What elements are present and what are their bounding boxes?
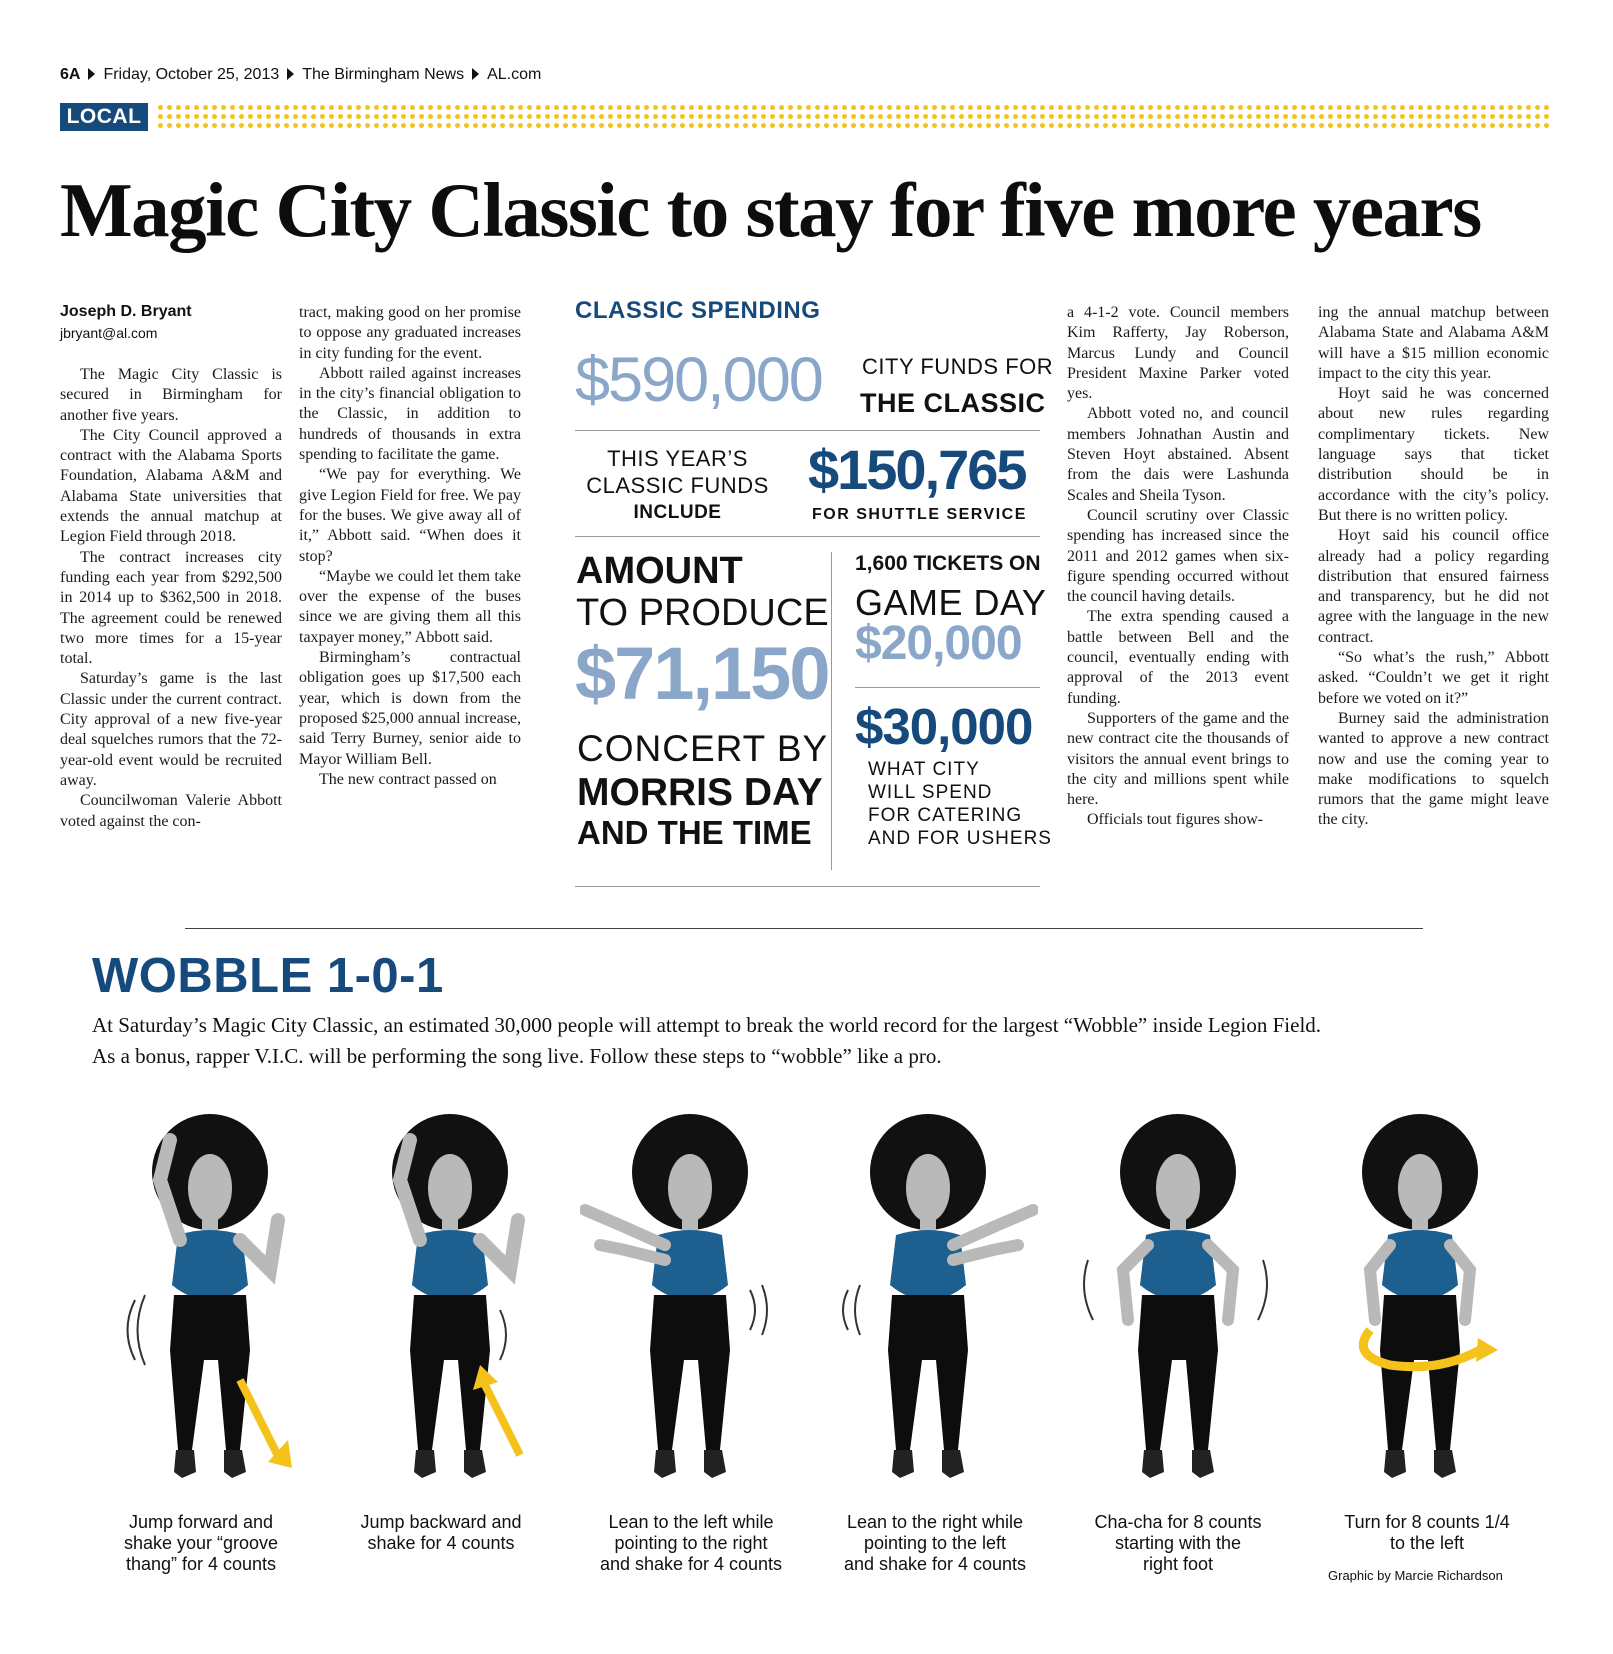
paragraph: ing the annual matchup between Alabama State and Alabama A&M will have a $15 million economic impact to the city this year. [1318,304,1549,382]
caption-line: shake for 4 counts [367,1533,515,1553]
step-caption-2 [326,1512,556,1554]
triangle-icon [472,68,479,80]
concert-label-1: CONCERT BY [577,728,829,769]
paragraph: Council scrutiny over Classic spending has increased since the 2011 and 2012 games when six-figure spending occurred without the council having details. [1067,506,1289,606]
caption-line: thang” for 4 counts [125,1554,277,1574]
step-caption-1 [86,1512,316,1575]
includes-label [575,445,780,526]
vertical-divider [831,552,832,870]
paragraph: Burney said the administration wanted to approve a new contract now and use the coming year to make modifications to squelch rumors that the game might leave the city. [1318,709,1549,829]
includes-line: INCLUDE [633,502,722,523]
dancer-figure-2 [340,1110,560,1490]
produce-label-1: AMOUNT [576,550,743,592]
step-caption-3 [576,1512,806,1575]
caption-line: shake your “groove [123,1533,279,1553]
divider [575,536,1040,537]
paragraph: Supporters of the game and the new contract cite the thousands of visitors the annual event brings to the city and millions spent while here. [1067,709,1289,809]
tickets-label-1: 1,600 TICKETS ON [855,552,1041,575]
catering-line: FOR CATERING [868,805,1023,826]
catering-line: AND FOR USHERS [868,828,1052,849]
paragraph: The Magic City Classic is secured in Birmingham for another five years. [60,366,282,424]
divider [575,886,1040,887]
paragraph: The contract increases city funding each year from $292,500 in 2014 up to $362,500 in 2018. The agreement could be renewed two more times for a 15-year total. [60,548,282,668]
article-column-2 [299,303,521,790]
caption-line: and shake for 4 counts [599,1554,783,1574]
triangle-icon [287,68,294,80]
caption-line: pointing to the right [614,1533,768,1553]
paragraph: The extra spending caused a battle between Bell and the council, eventually ending with approval of the 2013 event funding. [1067,608,1289,707]
paragraph: Birmingham’s contractual obligation goes up $17,500 each year, which is down from the proposed $25,000 annual increase, said Terry Burney, senior aide to Mayor William Bell. [299,649,521,768]
paragraph: Officials tout figures show- [1087,811,1264,829]
paragraph: Saturday’s game is the last Classic under the current contract. City approval of a new five-year deal squelches rumors that the 72-year-old event would be recruited away. [60,670,282,789]
paragraph: The City Council approved a contract with the Alabama Sports Foundation, Alabama A&M and Alabama State universities that extends the annual matchup at Legion Field through 2018. [60,426,282,546]
caption-line: Cha-cha for 8 counts [1094,1512,1262,1532]
box-title: CLASSIC SPENDING [575,297,821,324]
concert-label-2: MORRIS DAY [577,771,823,814]
catering-line: WHAT CITY [868,759,980,780]
dancer-figure-1 [100,1110,320,1490]
divider [575,430,1040,431]
graphic-credit: Graphic by Marcie Richardson [1328,1568,1503,1583]
caption-line: Jump backward and [360,1512,522,1532]
paper-name: The Birmingham News [302,66,465,83]
caption-line: pointing to the left [863,1533,1007,1553]
dancer-figure-4 [818,1110,1038,1490]
shuttle-label: FOR SHUTTLE SERVICE [812,506,1027,523]
tickets-amount: $20,000 [855,617,1022,670]
includes-line: CLASSIC FUNDS [586,473,769,498]
paragraph: “We pay for everything. We give Legion Field for free. We pay for the buses. We give away all of it,” Abbott said. “When does it stop? [299,466,521,565]
paragraph: tract, making good on her promise to oppose any graduated increases in city funding for the event. [299,304,521,362]
headline: Magic City Classic to stay for five more years [60,167,1481,253]
caption-line: to the left [1389,1533,1465,1553]
step-caption-5 [1063,1512,1293,1575]
caption-line: and shake for 4 counts [843,1554,1027,1574]
wobble-dek [92,1010,1492,1072]
includes-line: THIS YEAR’S [607,446,748,471]
catering-amount: $30,000 [855,698,1033,755]
page-number: 6A [60,66,81,83]
paragraph: “So what’s the rush,” Abbott asked. “Couldn’t we get it right before we voted on it?” [1318,649,1549,707]
paragraph: Abbott railed against increases in the city’s financial obligation to the Classic, in addition to hundreds of thousands in extra spending to facilitate the game. [299,364,521,464]
col1-text [60,365,282,832]
caption-line: Jump forward and [128,1512,274,1532]
catering-line: WILL SPEND [868,782,993,803]
divider [855,687,1040,688]
article-column-4 [1318,303,1549,831]
produce-label-2: TO PRODUCE [576,592,829,634]
total-label-2: THE CLASSIC [860,388,1046,418]
step-caption-6 [1312,1512,1542,1554]
shuttle-amount: $150,765 [808,438,1026,501]
issue-date: Friday, October 25, 2013 [103,66,280,83]
wobble-title: WOBBLE 1-0-1 [92,949,444,1003]
dotted-rule [156,103,1550,131]
paragraph: Hoyt said his council office already had a policy regarding distribution that ensured fairness and transparency, but he did not agree with the language in the new contract. [1318,527,1549,646]
paragraph: a 4-1-2 vote. Council members Kim Rafferty, Jay Roberson, Marcus Lundy and Council President Maxine Parker voted yes. [1067,304,1289,403]
produce-amount: $71,150 [575,632,829,715]
concert-label-3: AND THE TIME [577,814,812,851]
byline-email: jbryant@al.com [60,325,158,341]
dek-line: At Saturday’s Magic City Classic, an estimated 30,000 people will attempt to break the world record for the largest “Wobble” inside Legion Field. [92,1013,1322,1037]
caption-line: right foot [1142,1554,1214,1574]
step-caption-4 [820,1512,1050,1575]
article-column-1 [60,303,282,832]
folio-line [60,66,541,84]
dancer-figure-3 [580,1110,800,1490]
article-column-3 [1067,303,1289,831]
paragraph: Abbott voted no, and council members Johnathan Austin and Steven Hoyt abstained. Absent from the dais were Lashunda Scales and Sheila Tyson. [1067,405,1289,504]
dek-line: As a bonus, rapper V.I.C. will be performing the song live. Follow these steps to “wobble” like a pro. [92,1044,942,1068]
section-label: LOCAL [60,103,148,131]
site-name: AL.com [487,66,542,83]
caption-line: starting with the [1114,1533,1242,1553]
total-amount: $590,000 [575,345,822,415]
caption-line: Lean to the left while [608,1512,774,1532]
dancer-figure-6 [1310,1110,1530,1490]
caption-line: Turn for 8 counts 1/4 [1344,1512,1510,1532]
total-label-1: CITY FUNDS FOR [862,354,1054,379]
dancer-figure-5 [1068,1110,1288,1490]
paragraph: The new contract passed on [319,770,497,788]
catering-label [868,758,1052,850]
paragraph: Hoyt said he was concerned about new rules regarding complimentary tickets. New language says that ticket distribution should be in accordance with the city’s policy. But there is no written policy. [1318,385,1549,524]
paragraph: “Maybe we could let them take over the expense of the buses since we are giving them all this taxpayer money,” Abbott said. [299,567,521,646]
section-divider [185,928,1423,929]
byline-name: Joseph D. Bryant [60,303,192,320]
paragraph: Councilwoman Valerie Abbott voted against the con- [60,792,282,830]
caption-line: Lean to the right while [846,1512,1024,1532]
tickets-label-2: GAME DAY [855,582,1047,623]
triangle-icon [88,68,95,80]
